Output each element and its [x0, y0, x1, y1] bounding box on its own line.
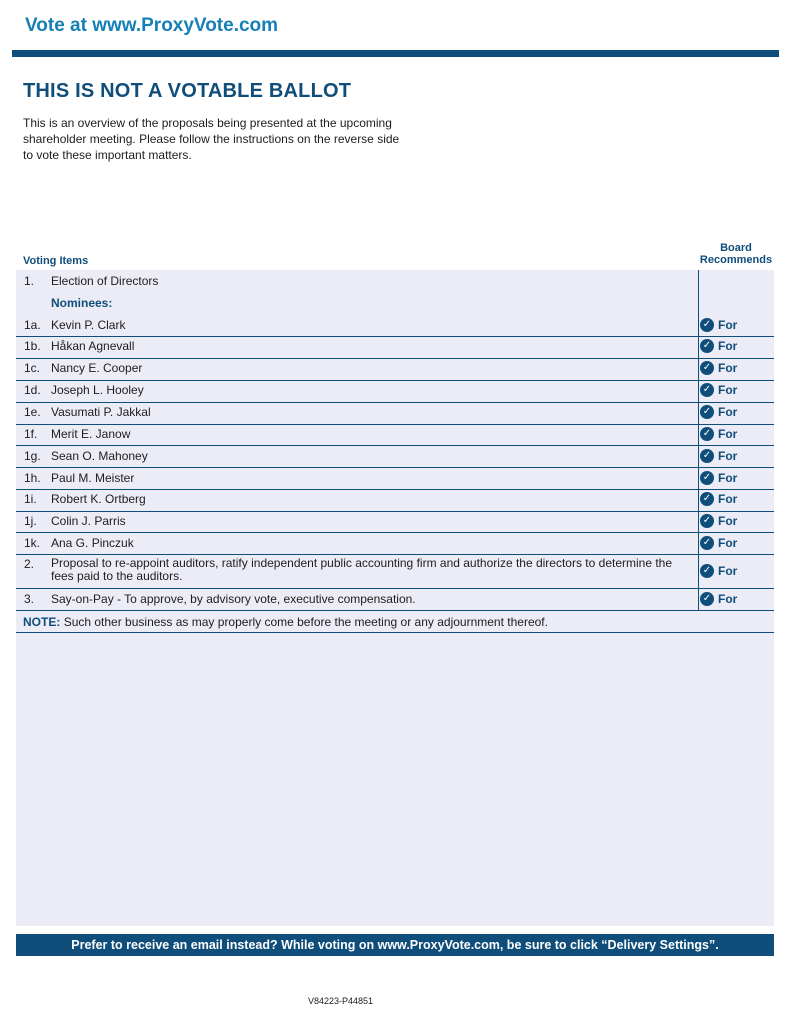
check-circle-icon: ✓	[700, 383, 714, 397]
check-circle-icon: ✓	[700, 318, 714, 332]
item-number: 3.	[24, 592, 35, 606]
item-number: 2.	[24, 557, 35, 571]
board-recommendation	[700, 339, 737, 353]
check-circle-icon: ✓	[700, 492, 714, 506]
voting-items-header: Voting Items	[23, 255, 89, 267]
voting-item-row	[16, 427, 774, 446]
recommendation-label: For	[718, 492, 738, 506]
voting-item-row	[16, 449, 774, 468]
recommendation-label: For	[718, 471, 738, 485]
recommendation-label: For	[718, 318, 738, 332]
voting-item-row	[16, 274, 774, 292]
item-text: Joseph L. Hooley	[51, 383, 144, 397]
check-circle-icon: ✓	[700, 592, 714, 606]
recommendation-label: For	[718, 564, 738, 578]
recommendation-label: For	[718, 339, 738, 353]
voting-item-row	[16, 536, 774, 555]
recommendation-label: For	[718, 427, 738, 441]
item-text: Nominees:	[51, 296, 113, 310]
item-text: Robert K. Ortberg	[51, 492, 146, 506]
recommendation-label: For	[718, 361, 738, 375]
item-number: 1e.	[24, 405, 41, 419]
voting-item-row	[16, 383, 774, 403]
item-text: Colin J. Parris	[51, 514, 126, 528]
voting-item-row	[16, 361, 774, 381]
item-text: Sean O. Mahoney	[51, 449, 148, 463]
voting-item-row	[16, 557, 774, 589]
voting-item-row	[16, 492, 774, 512]
item-text: Ana G. Pinczuk	[51, 536, 134, 550]
check-circle-icon: ✓	[700, 514, 714, 528]
header-rule	[12, 50, 779, 57]
item-number: 1a.	[24, 318, 41, 332]
item-number: 1i.	[24, 492, 37, 506]
check-circle-icon: ✓	[700, 361, 714, 375]
voting-item-row	[16, 405, 774, 425]
recommendation-label: For	[718, 405, 738, 419]
voting-item-row	[16, 471, 774, 490]
recommendation-label: For	[718, 449, 738, 463]
board-recommendation	[700, 536, 737, 550]
board-recommendation	[700, 318, 737, 332]
item-number: 1.	[24, 274, 35, 288]
voting-item-row	[16, 514, 774, 533]
check-circle-icon: ✓	[700, 471, 714, 485]
item-text: Kevin P. Clark	[51, 318, 126, 332]
item-text: Nancy E. Cooper	[51, 361, 143, 375]
board-recommends-header	[698, 242, 774, 266]
item-number: 1b.	[24, 339, 41, 353]
item-text: Håkan Agnevall	[51, 339, 135, 353]
check-circle-icon: ✓	[700, 427, 714, 441]
item-number: 1k.	[24, 536, 41, 550]
recommendation-label: For	[718, 514, 738, 528]
recommendation-label: For	[718, 383, 738, 397]
item-text: Proposal to re-appoint auditors, ratify independent public accounting firm and authorize the directors to determine the fees paid to the auditors.	[51, 556, 673, 583]
voting-item-row	[16, 318, 774, 337]
board-header-line2: Recommends	[699, 254, 773, 266]
item-number: 1d.	[24, 383, 41, 397]
board-recommendation	[700, 361, 737, 375]
board-recommendation	[700, 449, 737, 463]
item-text: Say-on-Pay - To approve, by advisory vote, executive compensation.	[51, 592, 416, 606]
item-number: 1f.	[24, 427, 38, 441]
item-text: Paul M. Meister	[51, 471, 135, 485]
board-recommendation	[700, 564, 737, 578]
board-recommendation	[700, 405, 737, 419]
item-text: Election of Directors	[51, 274, 159, 288]
check-circle-icon: ✓	[700, 449, 714, 463]
item-text: Merit E. Janow	[51, 427, 131, 441]
board-recommendation	[700, 383, 737, 397]
note	[23, 615, 548, 629]
check-circle-icon: ✓	[700, 564, 714, 578]
document-code: V84223-P44851	[308, 996, 374, 1006]
board-recommendation	[700, 427, 737, 441]
ballot-intro: This is an overview of the proposals being presented at the upcoming shareholder meeting. Please follow the instructions on the reverse side to vote these important matters.	[23, 116, 400, 162]
note-label: NOTE:	[23, 615, 61, 629]
check-circle-icon: ✓	[700, 405, 714, 419]
recommendation-label: For	[718, 592, 738, 606]
board-recommendation	[700, 514, 737, 528]
voting-item-row	[16, 339, 774, 359]
item-number: 1c.	[24, 361, 41, 375]
check-circle-icon: ✓	[700, 536, 714, 550]
item-number: 1g.	[24, 449, 41, 463]
item-text: Vasumati P. Jakkal	[51, 405, 151, 419]
voting-item-row	[16, 296, 774, 314]
board-header-line1: Board	[720, 242, 752, 254]
board-recommendation	[700, 592, 737, 606]
note-text: Such other business as may properly come before the meeting or any adjournment thereof.	[63, 615, 548, 629]
item-number: 1h.	[24, 471, 41, 485]
delivery-settings-banner: Prefer to receive an email instead? While voting on www.ProxyVote.com, be sure to click “Delivery Settings”.	[16, 934, 774, 956]
board-recommendation	[700, 492, 737, 506]
proxyvote-title: Vote at www.ProxyVote.com	[25, 15, 279, 36]
voting-item-row	[16, 592, 774, 611]
check-circle-icon: ✓	[700, 339, 714, 353]
recommendation-label: For	[718, 536, 738, 550]
board-recommendation	[700, 471, 737, 485]
ballot-headline: THIS IS NOT A VOTABLE BALLOT	[23, 80, 352, 102]
item-number: 1j.	[24, 514, 37, 528]
note-rule	[16, 632, 774, 633]
